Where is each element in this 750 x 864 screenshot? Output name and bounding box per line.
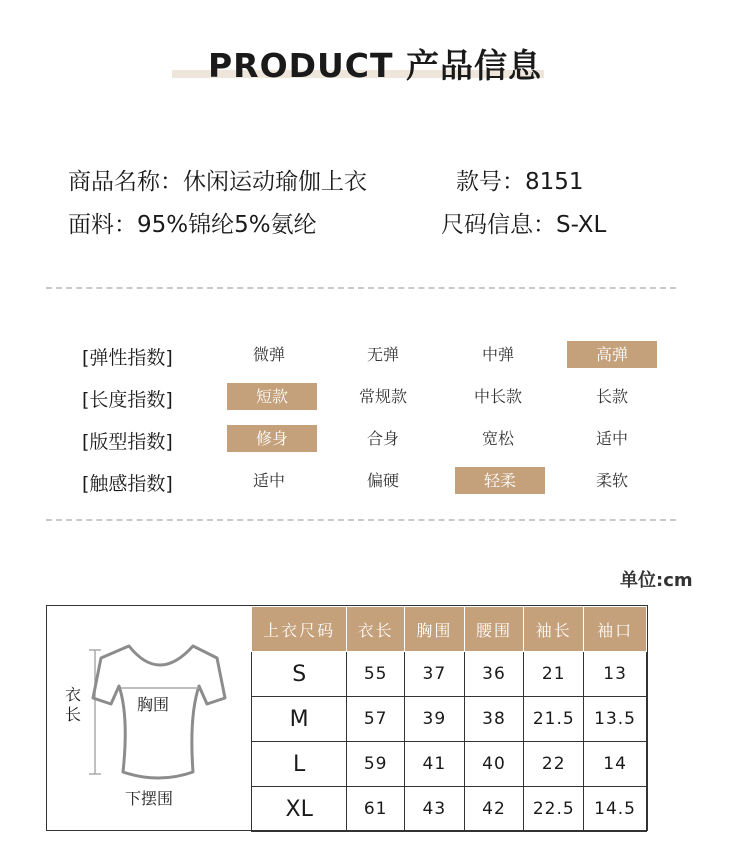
style-number: 款号：8151 — [456, 169, 584, 195]
cell-cuff: 14.5 — [584, 787, 647, 832]
cell-chest: 39 — [405, 697, 465, 742]
divider-bottom — [46, 519, 676, 521]
index-label-fit: [版型指数] — [82, 431, 173, 453]
length-label-1: 衣 — [65, 685, 82, 704]
cell-chest: 43 — [405, 787, 465, 832]
fabric-info: 面料：95%锦纶5%氨纶 — [68, 212, 317, 238]
index-option: 常规款 — [358, 387, 407, 406]
size-chart — [46, 605, 648, 831]
product-name: 商品名称：休闲运动瑜伽上衣 — [68, 169, 367, 195]
header-cuff: 袖口 — [584, 607, 647, 652]
index-option: 微弹 — [252, 345, 285, 364]
index-option: 适中 — [252, 471, 285, 490]
index-label-touch: [触感指数] — [82, 473, 173, 495]
cell-sleeve: 22.5 — [524, 787, 584, 832]
header-length: 衣长 — [347, 607, 405, 652]
cell-size: L — [252, 742, 347, 787]
cell-waist: 42 — [464, 787, 524, 832]
cell-cuff: 13.5 — [584, 697, 647, 742]
header-waist: 腰围 — [464, 607, 524, 652]
cell-waist: 36 — [464, 652, 524, 697]
cell-size: XL — [252, 787, 347, 832]
cell-chest: 41 — [405, 742, 465, 787]
cell-length: 61 — [347, 787, 405, 832]
cell-size: M — [252, 697, 347, 742]
garment-diagram — [47, 606, 252, 830]
header-sleeve: 袖长 — [524, 607, 584, 652]
cell-length: 57 — [347, 697, 405, 742]
header-chest: 胸围 — [405, 607, 465, 652]
index-option: 宽松 — [481, 429, 514, 448]
chest-label: 胸围 — [137, 695, 170, 714]
cell-waist: 38 — [464, 697, 524, 742]
header — [0, 36, 750, 86]
table-row — [252, 742, 647, 787]
index-option: 适中 — [595, 429, 628, 448]
unit-label: 单位:cm — [620, 570, 693, 591]
index-option: 合身 — [366, 429, 399, 448]
cell-sleeve: 21 — [524, 652, 584, 697]
cell-chest: 37 — [405, 652, 465, 697]
index-option: 中弹 — [481, 345, 514, 364]
table-row — [252, 787, 647, 832]
index-label-elasticity: [弹性指数] — [82, 347, 173, 369]
table-row — [252, 652, 647, 697]
length-label-2: 长 — [65, 705, 82, 724]
page-title: PRODUCT 产品信息 — [207, 46, 543, 85]
hem-label: 下摆围 — [125, 789, 174, 808]
cell-sleeve: 22 — [524, 742, 584, 787]
index-option: 偏硬 — [366, 471, 399, 490]
cell-length: 55 — [347, 652, 405, 697]
size-table — [251, 606, 647, 832]
index-option-selected: 短款 — [227, 383, 317, 410]
cell-length: 59 — [347, 742, 405, 787]
index-option-selected: 高弹 — [567, 341, 657, 368]
cell-cuff: 14 — [584, 742, 647, 787]
cell-waist: 40 — [464, 742, 524, 787]
index-option: 无弹 — [366, 345, 399, 364]
index-option: 长款 — [595, 387, 628, 406]
index-option-selected: 修身 — [227, 425, 317, 452]
header-size: 上衣尺码 — [252, 607, 347, 652]
index-option-selected: 轻柔 — [455, 467, 545, 494]
index-option: 中长款 — [473, 387, 522, 406]
cell-sleeve: 21.5 — [524, 697, 584, 742]
divider-top — [46, 287, 676, 289]
index-label-length: [长度指数] — [82, 389, 173, 411]
table-header-row — [252, 607, 647, 652]
cell-cuff: 13 — [584, 652, 647, 697]
cell-size: S — [252, 652, 347, 697]
index-option: 柔软 — [595, 471, 628, 490]
table-row — [252, 697, 647, 742]
size-range-info: 尺码信息：S-XL — [441, 212, 607, 238]
